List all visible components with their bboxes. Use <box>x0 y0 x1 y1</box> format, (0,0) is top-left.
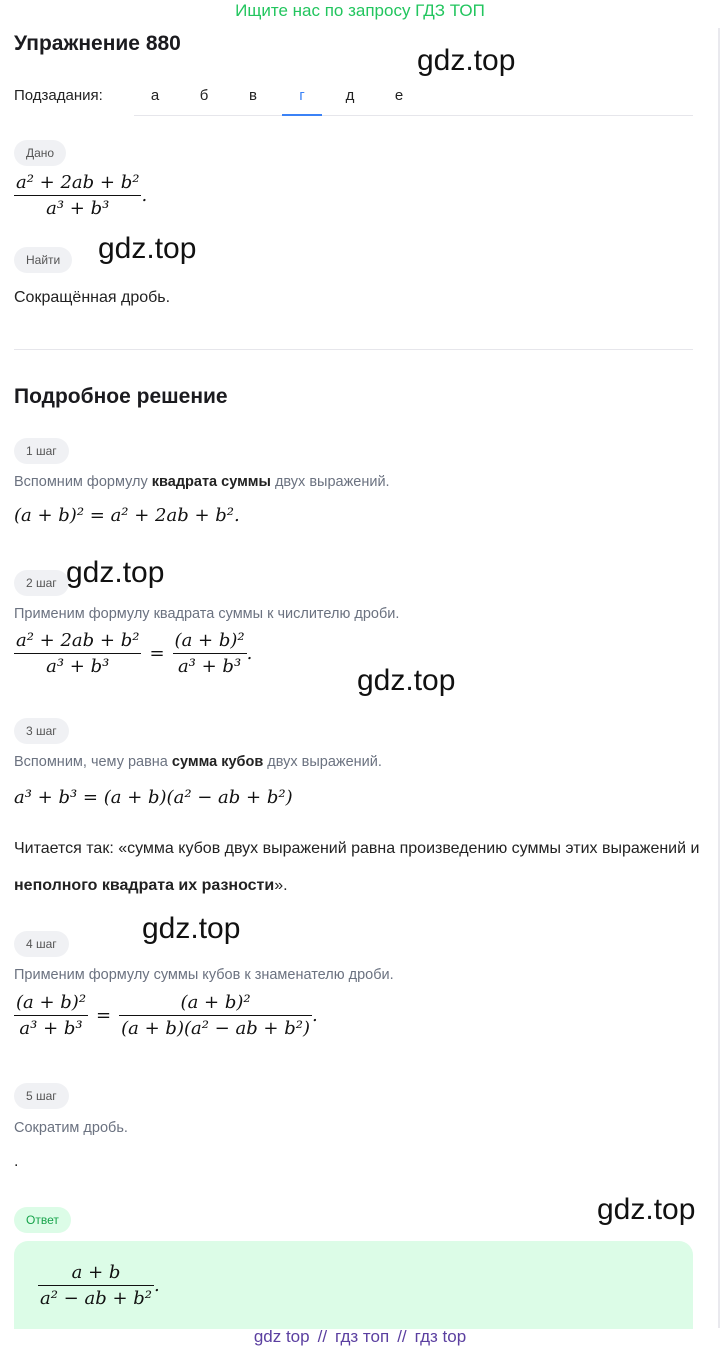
footer-link-1[interactable]: gdz top <box>253 1327 310 1346</box>
step-4-tag: 4 шаг <box>14 931 69 957</box>
tab-subtask-v[interactable]: в <box>249 87 257 104</box>
section-divider <box>14 349 693 350</box>
step-2-dot: . <box>246 643 253 664</box>
step-2-formula: $\frac{\text{a² + 2ab + b²}}{\text{a³ + b³}}$ = $\frac{\text{(a + b)²}}{\text{a³ + b³}}$ . <box>16 630 253 677</box>
watermark: gdz.top <box>417 44 516 77</box>
step-5-hint: Сократим дробь. <box>14 1120 128 1136</box>
step-1-hint: Вспомним формулу квадрата суммы двух выражений. <box>14 474 390 490</box>
answer-denominator: a² − ab + b² <box>40 1288 152 1309</box>
subtasks-label: Подзадания: <box>14 87 103 104</box>
watermark: gdz.top <box>66 556 165 589</box>
step-3-hint: Вспомним, чему равна сумма кубов двух выражений. <box>14 754 382 770</box>
top-banner: Ищите нас по запросу ГДЗ ТОП <box>235 1 485 20</box>
tab-subtask-g[interactable]: г <box>282 78 322 116</box>
step-2-right-numerator: (a + b)² <box>173 630 247 654</box>
find-tag: Найти <box>14 247 72 273</box>
step-2-right-denominator: a³ + b³ <box>177 656 242 677</box>
subtasks-tabs <box>134 78 693 116</box>
find-text: Сокращённая дробь. <box>14 289 171 306</box>
answer-dot: . <box>154 1275 160 1296</box>
footer-separator: // <box>397 1327 407 1346</box>
step-2-left-numerator: a² + 2ab + b² <box>14 630 141 654</box>
tab-subtask-a[interactable]: а <box>150 87 160 104</box>
watermark: gdz.top <box>98 232 197 265</box>
given-fraction <box>14 172 147 219</box>
step-4-hint: Применим формулу суммы кубов к знаменателю дроби. <box>14 967 394 983</box>
given-dot: . <box>141 185 148 206</box>
step-5-tag: 5 шаг <box>14 1083 69 1109</box>
given-denominator: a³ + b³ <box>46 198 110 219</box>
watermark: gdz.top <box>597 1193 696 1226</box>
step-2-tag: 2 шаг <box>14 570 69 596</box>
page-title: Упражнение 880 <box>14 32 181 55</box>
tab-subtask-d[interactable]: д <box>345 87 355 104</box>
step-1-formula: (a + b)² = a² + 2ab + b². <box>14 505 240 526</box>
given-tag: Дано <box>14 140 66 166</box>
footer-link-2[interactable]: гдз топ <box>335 1327 390 1346</box>
step-3-tag: 3 шаг <box>14 718 69 744</box>
step-2-hint: Применим формулу квадрата суммы к числителю дроби. <box>14 606 400 622</box>
answer-tag: Ответ <box>14 1207 71 1233</box>
watermark: gdz.top <box>142 912 241 945</box>
tab-subtask-b[interactable]: б <box>199 87 209 104</box>
step-5-dot: . <box>14 1153 19 1170</box>
answer-numerator: a + b <box>38 1262 154 1286</box>
watermark: gdz.top <box>357 664 456 697</box>
footer-links <box>0 1327 720 1347</box>
reads-as-text: Читается так: «сумма кубов двух выражений равна произведению суммы этих выражений и неполного квадрата их разности». <box>14 840 700 894</box>
step-1-tag: 1 шаг <box>14 438 69 464</box>
step-2-left-denominator: a³ + b³ <box>46 656 110 677</box>
step-4-formula: $\frac{\text{(a + b)²}}{\text{a³ + b³}}$ = $\frac{\text{(a + b)²}}{\text{(a + b)(a² − ab + b²)}}$ . <box>16 992 318 1039</box>
solution-title: Подробное решение <box>14 385 228 408</box>
answer-fraction <box>38 1262 160 1309</box>
footer-link-3[interactable]: гдз top <box>414 1327 467 1346</box>
footer-separator: // <box>317 1327 328 1346</box>
given-numerator: a² + 2ab + b² <box>14 172 141 196</box>
tab-subtask-e[interactable]: е <box>394 87 404 104</box>
step-3-formula: a³ + b³ = (a + b)(a² − ab + b²) <box>14 787 293 808</box>
